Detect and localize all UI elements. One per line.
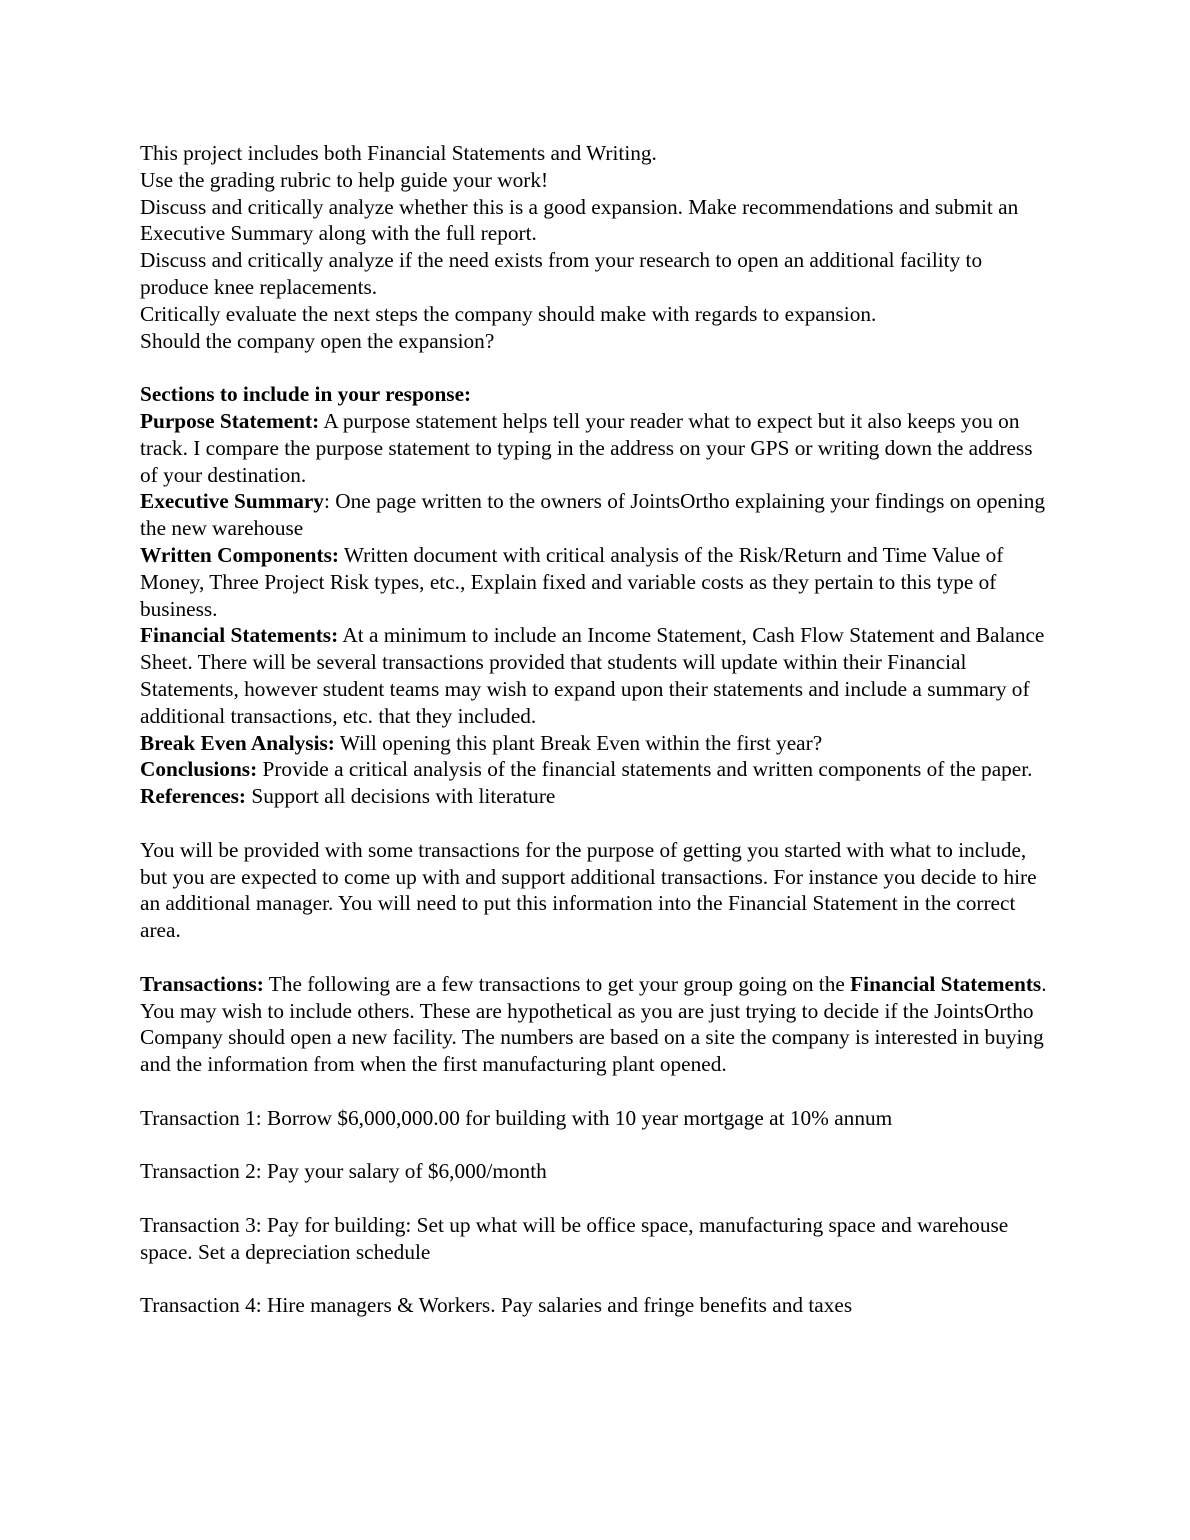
section-financial-statements — [140, 622, 1055, 729]
intro-line: Discuss and critically analyze whether this is a good expansion. Make recommendations and submit an Executive Summary along with the full report. — [140, 194, 1019, 246]
intro-line: Discuss and critically analyze if the need exists from your research to open an additional facility to produce knee replacements. — [140, 248, 983, 299]
section-label: Executive Summary — [140, 489, 324, 514]
section-label: References: — [140, 784, 247, 809]
section-label: Break Even Analysis: — [140, 730, 335, 755]
section-text: Support all decisions with literature — [246, 784, 556, 809]
document-page — [140, 140, 1055, 1319]
section-conclusions — [140, 756, 1055, 783]
intro-line: Use the grading rubric to help guide your work! — [140, 167, 549, 192]
section-break-even-analysis — [140, 730, 1055, 757]
paragraph-gap — [140, 1078, 1055, 1105]
section-purpose-statement — [140, 408, 1055, 488]
intro-line: This project includes both Financial Statements and Writing. — [140, 141, 657, 165]
paragraph-gap — [140, 810, 1055, 837]
transaction-item: Transaction 1: Borrow $6,000,000.00 for building with 10 year mortgage at 10% annum — [140, 1105, 893, 1130]
section-label: Written Components: — [140, 542, 339, 567]
section-label: Purpose Statement: — [140, 408, 320, 433]
transaction-item: Transaction 4: Hire managers & Workers. Pay salaries and fringe benefits and taxes — [140, 1293, 853, 1318]
intro-line: Critically evaluate the next steps the company should make with regards to expansion. — [140, 301, 877, 326]
section-text: : One page written to the owners of JointsOrtho explaining your findings on opening the new warehouse — [140, 489, 1045, 541]
financial-statements-term: Financial Statements — [850, 971, 1042, 996]
section-text: Written document with critical analysis of the Risk/Return and Time Value of Money, Three Project Risk types, etc., Explain fixed and variable costs as they pertain to this type of business. — [140, 542, 1004, 621]
paragraph-gap — [140, 944, 1055, 971]
transaction-item: Transaction 3: Pay for building: Set up what will be office space, manufacturing space and warehouse space. Set a depreciation schedule — [140, 1212, 1009, 1264]
transaction-item: Transaction 2: Pay your salary of $6,000/month — [140, 1159, 547, 1184]
transactions-intro-paragraph: Transactions: The following are a few transactions to get your group going on the Financial Statements. You may wish to include others. These are hypothetical as you are just trying to decide if the JointsOrtho Company should open a new facility. The numbers are based on a site the company is interested in buying and the information from when the first manufacturing plant opened. — [140, 971, 1047, 1077]
section-text: At a minimum to include an Income Statement, Cash Flow Statement and Balance Sheet. There will be several transactions provided that students will update within their Financial Statements, however student teams may wish to expand upon their statements and include a summary of additional transactions, etc. that they included. — [140, 623, 1045, 728]
section-executive-summary — [140, 488, 1055, 542]
paragraph-gap — [140, 1131, 1055, 1158]
paragraph-gap — [140, 1265, 1055, 1292]
section-text: Will opening this plant Break Even within the first year? — [334, 730, 823, 755]
paragraph-gap — [140, 354, 1055, 381]
section-written-components — [140, 542, 1055, 622]
sections-heading: Sections to include in your response: — [140, 382, 472, 407]
paragraph-gap — [140, 1185, 1055, 1212]
intro-line: Should the company open the expansion? — [140, 328, 495, 353]
provided-transactions-paragraph: You will be provided with some transactions for the purpose of getting you started with what to include, but you are expected to come up with and support additional transactions. For instance you decide to hire an additional manager. You will need to put this information into the Financial Statement in the correct area. — [140, 837, 1037, 943]
section-label: Financial Statements: — [140, 623, 339, 648]
section-references — [140, 783, 1055, 810]
section-text: Provide a critical analysis of the financial statements and written components of the paper. — [257, 757, 1033, 782]
section-label: Conclusions: — [140, 757, 258, 782]
section-text: A purpose statement helps tell your reader what to expect but it also keeps you on track. I compare the purpose statement to typing in the address on your GPS or writing down the address of your destination. — [140, 408, 1033, 487]
transactions-label: Transactions: — [140, 971, 264, 996]
